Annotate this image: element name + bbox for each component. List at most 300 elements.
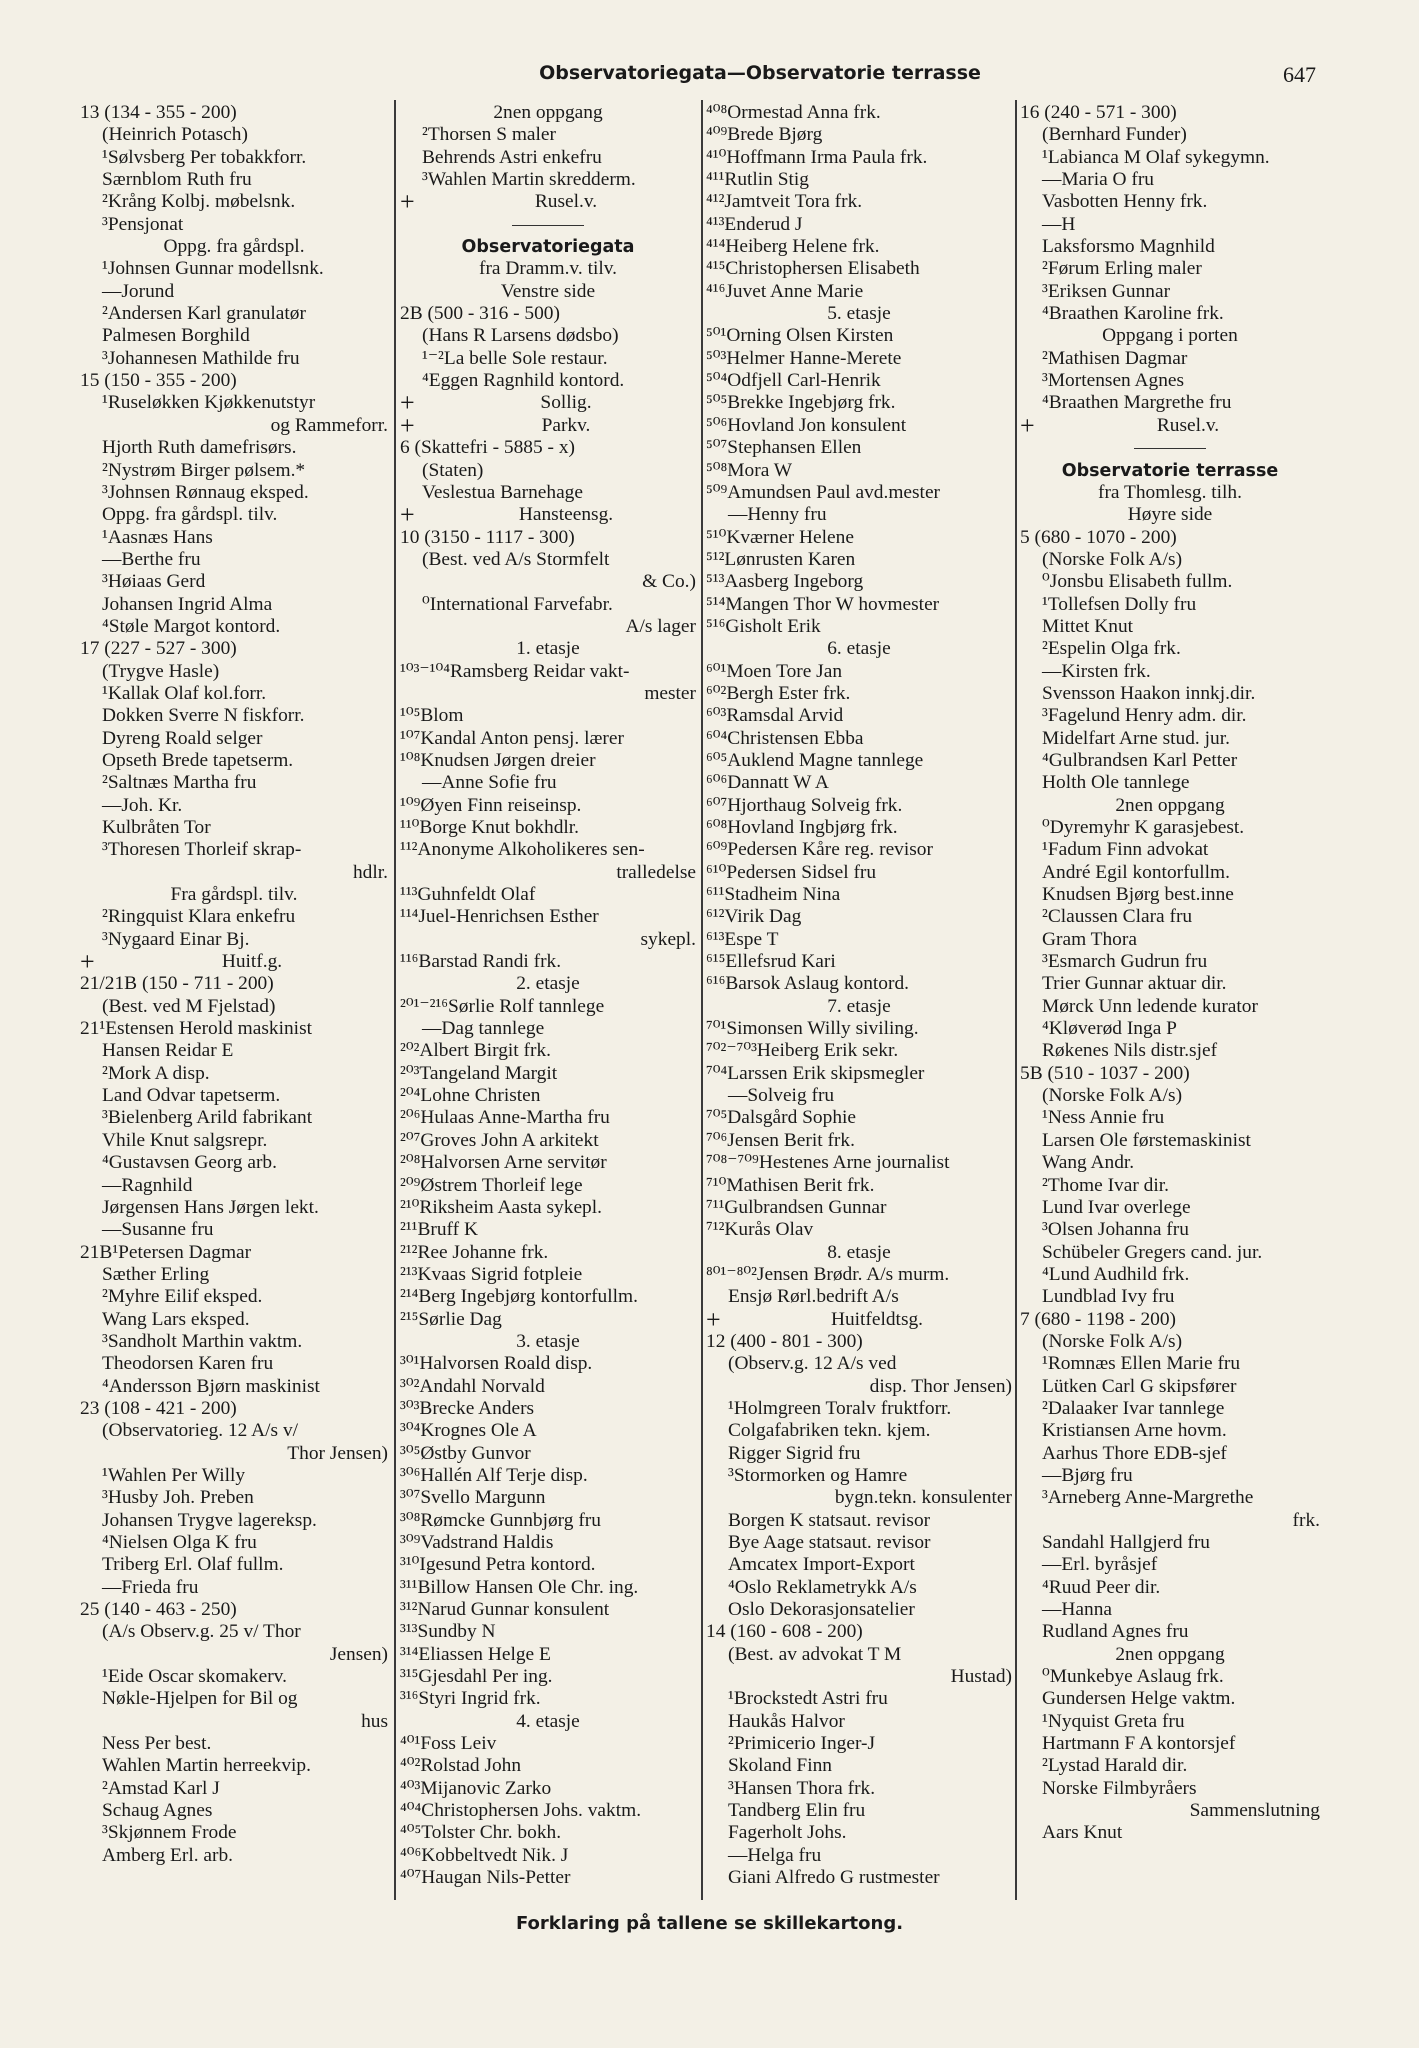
directory-entry: 7 (680 - 1198 - 200) [1020, 1308, 1176, 1330]
directory-entry: ⁰Munkebye Aslaug frk. [1042, 1666, 1224, 1688]
directory-entry: ³Skjønnem Frode [102, 1822, 237, 1844]
directory-entry: ³Høiaas Gerd [102, 571, 206, 593]
directory-entry: ⁴¹⁶Juvet Anne Marie [706, 280, 864, 302]
directory-entry: Lund Ivar overlege [1042, 1196, 1191, 1218]
directory-entry: ⁷⁰⁶Jensen Berit frk. [706, 1129, 855, 1151]
directory-entry: ⁵⁰⁴Odfjell Carl-Henrik [706, 370, 881, 392]
floor-label: Høyre side [1127, 504, 1213, 526]
directory-entry: ¹¹⁰Borge Knut bokhdlr. [400, 817, 580, 838]
directory-entry: ⁴⁰⁷Haugan Nils-Petter [400, 1867, 571, 1889]
directory-entry: ²⁰⁸Halvorsen Arne servitør [400, 1152, 607, 1174]
directory-column-1 [80, 102, 388, 1867]
directory-entry: 12 (400 - 801 - 300) [706, 1330, 863, 1352]
directory-entry: ³Eriksen Gunnar [1042, 280, 1171, 302]
directory-entry: Rigger Sigrid fru [728, 1442, 861, 1464]
directory-entry: ⁴Ruud Peer dir. [1042, 1576, 1161, 1598]
directory-entry: ³Bielenberg Arild fabrikant [102, 1107, 313, 1129]
directory-entry: ¹¹⁴Juel-Henrichsen Esther [400, 906, 599, 928]
directory-entry: Mittet Knut [1042, 615, 1134, 637]
directory-entry: ⁵¹⁶Gisholt Erik [706, 615, 821, 637]
directory-entry: ³Johannesen Mathilde fru [102, 347, 300, 369]
directory-entry: ³Pensjonat [102, 213, 184, 235]
directory-entry: (A/s Observ.g. 25 v/ Thor [102, 1621, 301, 1643]
directory-entry: ²Mathisen Dagmar [1042, 347, 1188, 369]
directory-entry: ²¹³Kvaas Sigrid fotpleie [400, 1263, 583, 1285]
directory-entry: Særnblom Ruth fru [102, 169, 252, 191]
directory-entry: ¹¹²Anonyme Alkoholikeres sen- [400, 839, 645, 861]
directory-entry: ³¹⁰Igesund Petra kontord. [400, 1554, 596, 1576]
page-header-title: Observatoriegata—Observatorie terrasse [539, 62, 981, 84]
directory-entry: ³Thoresen Thorleif skrap- [102, 839, 302, 861]
directory-entry: ⁶⁰⁸Hovland Ingbjørg frk. [706, 817, 898, 838]
directory-entry: ²Krång Kolbj. møbelsnk. [102, 191, 296, 213]
directory-entry: Rudland Agnes fru [1042, 1621, 1189, 1643]
floor-label: 5. etasje [827, 303, 891, 325]
directory-entry: Amberg Erl. arb. [102, 1844, 234, 1866]
directory-entry: (Observ.g. 12 A/s ved [728, 1353, 897, 1375]
directory-entry: ³Husby Joh. Preben [102, 1487, 254, 1509]
directory-entry: ²¹⁵Sørlie Dag [400, 1308, 502, 1330]
directory-entry: ²¹¹Bruff K [400, 1219, 478, 1241]
directory-entry: Hartmann F A kontorsjef [1042, 1733, 1236, 1755]
directory-entry: ⁶⁰⁵Auklend Magne tannlege [706, 749, 924, 771]
cross-street-plus-icon: + [1020, 414, 1035, 438]
directory-entry: —Ragnhild [102, 1174, 193, 1196]
floor-label: 2nen oppgang [1115, 794, 1225, 816]
directory-entry: frk. [1292, 1509, 1320, 1531]
directory-entry: Amcatex Import-Export [728, 1554, 915, 1576]
cross-street-entry [400, 504, 696, 526]
directory-entry: 21B¹Petersen Dagmar [80, 1241, 252, 1263]
directory-entry: ¹Ruseløkken Kjøkkenutstyr [102, 392, 316, 414]
directory-entry: ⁶¹⁰Pedersen Sidsel fru [706, 861, 877, 883]
directory-entry: ⁶¹⁶Barsok Aslaug kontord. [706, 973, 909, 995]
directory-entry: Midelfart Arne stud. jur. [1042, 727, 1230, 749]
directory-entry: ²Mork A disp. [102, 1062, 210, 1084]
floor-label: 2nen oppgang [1115, 1643, 1225, 1665]
street-heading: Observatorie terrasse [1061, 460, 1279, 481]
directory-entry: Hjorth Ruth damefrisørs. [102, 437, 297, 459]
cross-street-plus-icon: + [400, 504, 415, 527]
directory-entry: Oslo Dekorasjonsatelier [728, 1599, 915, 1621]
directory-entry: (Trygve Hasle) [102, 660, 220, 682]
directory-entry: sykepl. [640, 928, 696, 950]
directory-entry: ⁵¹⁴Mangen Thor W hovmester [706, 593, 940, 615]
directory-entry: Dokken Sverre N fiskforr. [102, 705, 305, 727]
directory-entry: 6 (Skattefri - 5885 - x) [400, 437, 576, 459]
directory-entry: ¹Tollefsen Dolly fru [1042, 593, 1197, 615]
directory-entry: Kristiansen Arne hovm. [1042, 1420, 1227, 1442]
directory-entry: (Staten) [422, 459, 484, 481]
directory-entry: Skoland Finn [728, 1755, 832, 1777]
directory-entry: & Co.) [642, 571, 696, 593]
floor-label: Fra gårdspl. tilv. [170, 884, 298, 906]
directory-entry: Mørck Unn ledende kurator [1042, 995, 1258, 1017]
directory-entry: Opseth Brede tapetserm. [102, 749, 294, 771]
directory-entry: ⁷¹¹Gulbrandsen Gunnar [706, 1196, 887, 1218]
directory-entry: ³Olsen Johanna fru [1042, 1219, 1189, 1241]
directory-entry: ⁷⁰⁴Larssen Erik skipsmegler [706, 1062, 925, 1084]
directory-entry: ³Stormorken og Hamre [728, 1464, 908, 1486]
directory-entry: Wang Andr. [1042, 1152, 1135, 1174]
directory-entry: ³⁰²Andahl Norvald [400, 1375, 545, 1397]
directory-entry: ³Nygaard Einar Bj. [102, 928, 250, 950]
directory-entry: —Joh. Kr. [102, 794, 183, 816]
directory-entry: ¹¹⁶Barstad Randi frk. [400, 951, 562, 973]
directory-entry: (Hans R Larsens dødsbo) [422, 325, 619, 347]
directory-entry: ⁴⁰²Rolstad John [400, 1755, 522, 1777]
directory-entry: ²¹⁰Riksheim Aasta sykepl. [400, 1196, 602, 1218]
directory-entry: ²Førum Erling maler [1042, 258, 1202, 280]
directory-entry: ⁶⁰⁴Christensen Ebba [706, 727, 864, 749]
directory-entry: ¹Labianca M Olaf sykegymn. [1042, 146, 1270, 168]
directory-entry: ²Ringquist Klara enkefru [102, 906, 296, 928]
directory-entry: ³¹¹Billow Hansen Ole Chr. ing. [400, 1576, 639, 1598]
column-divider [1015, 100, 1017, 1900]
directory-entry: 16 (240 - 571 - 300) [1020, 102, 1177, 123]
directory-entry: ²Claussen Clara fru [1042, 906, 1193, 928]
directory-entry: Triberg Erl. Olaf fullm. [102, 1554, 284, 1576]
directory-entry: ¹Romnæs Ellen Marie fru [1042, 1353, 1241, 1375]
directory-entry: ²Andersen Karl granulatør [102, 303, 306, 325]
directory-entry: ⁶¹³Espe T [706, 928, 779, 950]
directory-entry: Lundblad Ivy fru [1042, 1286, 1175, 1308]
directory-entry: ³¹³Sundby N [400, 1621, 496, 1643]
cross-street-entry [80, 951, 388, 973]
street-heading: Observatoriegata [461, 237, 635, 258]
directory-entry: Hansen Reidar E [102, 1040, 234, 1062]
directory-entry: ¹Nyquist Greta fru [1042, 1710, 1185, 1732]
directory-entry: ⁵⁰⁹Amundsen Paul avd.mester [706, 481, 941, 503]
directory-entry: Norske Filmbyråers [1042, 1777, 1197, 1799]
directory-entry: ²⁰⁴Lohne Christen [400, 1085, 541, 1107]
directory-entry: 5 (680 - 1070 - 200) [1020, 526, 1177, 548]
cross-street-plus-icon: + [400, 414, 415, 438]
directory-entry: Kulbråten Tor [102, 817, 211, 838]
directory-entry: Schaug Agnes [102, 1800, 213, 1822]
directory-entry: ³⁰⁸Rømcke Gunnbjørg fru [400, 1509, 601, 1531]
directory-column-3 [706, 102, 1012, 1890]
directory-entry: Jensen) [329, 1643, 388, 1665]
directory-entry: ²⁰²Albert Birgit frk. [400, 1040, 551, 1062]
directory-entry: ³¹⁴Eliassen Helge E [400, 1643, 551, 1665]
directory-entry: Behrends Astri enkefru [422, 146, 602, 168]
directory-entry: Theodorsen Karen fru [102, 1353, 274, 1375]
cross-street-name: Rusel.v. [534, 191, 598, 213]
directory-entry: ²Thome Ivar dir. [1042, 1174, 1169, 1196]
cross-street-entry [400, 392, 696, 414]
directory-entry: (Norske Folk A/s) [1042, 1330, 1183, 1352]
directory-entry: Larsen Ole førstemaskinist [1042, 1129, 1251, 1151]
cross-street-entry [706, 1309, 1012, 1331]
cross-street-name: Sollig. [540, 392, 592, 414]
directory-entry: ⁶⁰¹Moen Tore Jan [706, 660, 843, 682]
directory-entry: disp. Thor Jensen) [869, 1375, 1012, 1397]
directory-entry: ²Primicerio Inger-J [728, 1733, 876, 1755]
directory-entry: ³Mortensen Agnes [1042, 370, 1185, 392]
directory-entry: Bye Aage statsaut. revisor [728, 1532, 931, 1553]
directory-entry: (Norske Folk A/s) [1042, 548, 1183, 570]
directory-entry: ⁶¹²Virik Dag [706, 906, 802, 928]
directory-entry: ³¹⁵Gjesdahl Per ing. [400, 1666, 553, 1688]
directory-entry: og Rammeforr. [270, 414, 388, 436]
floor-label: 7. etasje [827, 995, 891, 1017]
cross-street-plus-icon: + [706, 1308, 721, 1331]
directory-entry: ¹Brockstedt Astri fru [728, 1688, 888, 1710]
directory-entry: ⁴⁰³Mijanovic Zarko [400, 1777, 552, 1799]
directory-entry: —Erl. byråsjef [1042, 1554, 1158, 1576]
directory-entry: Veslestua Barnehage [422, 481, 583, 503]
directory-entry: ⁰International Farvefabr. [422, 593, 613, 615]
directory-entry: Johansen Trygve lagereksp. [102, 1509, 317, 1531]
directory-entry: ³¹²Narud Gunnar konsulent [400, 1599, 610, 1621]
directory-entry: —Maria O fru [1042, 169, 1154, 191]
directory-entry: ⁶¹¹Stadheim Nina [706, 884, 841, 906]
directory-entry: Dyreng Roald selger [102, 727, 263, 749]
cross-street-plus-icon: + [400, 392, 415, 415]
directory-entry: ²Espelin Olga frk. [1042, 638, 1181, 660]
directory-entry: ³⁰⁶Hallén Alf Terje disp. [400, 1464, 588, 1486]
directory-entry: Tandberg Elin fru [728, 1800, 866, 1822]
directory-entry: Svensson Haakon innkj.dir. [1042, 682, 1256, 704]
cross-street-name: Rusel.v. [1156, 414, 1220, 436]
directory-entry: ³Johnsen Rønnaug eksped. [102, 481, 309, 503]
directory-entry: ⁵⁰⁸Mora W [706, 459, 793, 481]
directory-entry: 17 (227 - 527 - 300) [80, 638, 237, 660]
cross-street-plus-icon: + [400, 191, 415, 214]
page-number: 647 [1283, 62, 1316, 87]
directory-entry: Sammenslutning [1189, 1800, 1320, 1822]
directory-entry: ⁴⁰⁸Ormestad Anna frk. [706, 102, 881, 123]
directory-entry: ⁷⁰⁸⁻⁷⁰⁹Hestenes Arne journalist [706, 1152, 950, 1174]
cross-street-plus-icon: + [80, 951, 95, 974]
cross-street-name: Huitfeldtsg. [830, 1308, 924, 1330]
directory-entry: ⁴Andersson Bjørn maskinist [102, 1375, 320, 1397]
directory-entry: ¹Ness Annie fru [1042, 1107, 1165, 1129]
directory-entry: ⁴¹²Jamtveit Tora frk. [706, 191, 863, 213]
directory-entry: 13 (134 - 355 - 200) [80, 102, 237, 123]
directory-entry: ²⁰⁷Groves John A arkitekt [400, 1129, 599, 1151]
directory-entry: 23 (108 - 421 - 200) [80, 1397, 237, 1419]
directory-entry: Røkenes Nils distr.sjef [1042, 1040, 1218, 1062]
directory-entry: ⁷⁰¹Simonsen Willy siviling. [706, 1018, 919, 1040]
directory-entry: ³Wahlen Martin skredderm. [422, 169, 636, 191]
directory-entry: Johansen Ingrid Alma [102, 593, 273, 615]
directory-entry: ⁰Jonsbu Elisabeth fullm. [1042, 571, 1233, 593]
directory-entry: ¹Eide Oscar skomakerv. [102, 1666, 287, 1688]
column-divider [701, 100, 703, 1900]
floor-label: 8. etasje [827, 1241, 891, 1263]
directory-entry: ²Amstad Karl J [102, 1777, 220, 1799]
directory-entry: Holth Ole tannlege [1042, 772, 1190, 794]
directory-entry: Thor Jensen) [287, 1442, 388, 1464]
directory-entry: (Best. ved A/s Stormfelt [422, 548, 610, 570]
directory-entry: ²Saltnæs Martha fru [102, 772, 257, 794]
directory-entry: Hustad) [950, 1666, 1012, 1688]
directory-entry: André Egil kontorfullm. [1042, 861, 1230, 883]
directory-entry: ¹Sølvsberg Per tobakkforr. [102, 146, 307, 168]
directory-entry: ⁰Dyremyhr K garasjebest. [1042, 817, 1245, 838]
directory-entry: Sæther Erling [102, 1263, 210, 1285]
directory-entry: ⁵¹⁰Kværner Helene [706, 526, 854, 548]
directory-entry: (Norske Folk A/s) [1042, 1085, 1183, 1107]
directory-entry: ⁴⁰¹Foss Leiv [400, 1733, 497, 1755]
directory-entry: ⁴¹¹Rutlin Stig [706, 169, 809, 191]
directory-entry: ⁷¹²Kurås Olav [706, 1219, 814, 1241]
directory-entry: 10 (3150 - 1117 - 300) [400, 526, 575, 548]
directory-entry: Aars Knut [1042, 1822, 1123, 1844]
directory-entry: ¹Fadum Finn advokat [1042, 839, 1209, 861]
directory-entry: Jørgensen Hans Jørgen lekt. [102, 1196, 319, 1218]
directory-entry: ⁷⁰⁵Dalsgård Sophie [706, 1107, 857, 1129]
directory-entry: Land Odvar tapetserm. [102, 1085, 281, 1107]
directory-entry: A/s lager [625, 615, 696, 637]
directory-entry: ⁴Braathen Margrethe fru [1042, 392, 1232, 414]
directory-entry: ²Nystrøm Birger pølsem.* [102, 459, 306, 481]
directory-entry: ⁷¹⁰Mathisen Berit frk. [706, 1174, 875, 1196]
directory-entry: Giani Alfredo G rustmester [728, 1867, 940, 1889]
cross-street-name: Hansteensg. [518, 504, 614, 526]
directory-entry: ¹Wahlen Per Willy [102, 1464, 246, 1486]
cross-street-entry [400, 415, 696, 437]
directory-entry: ⁵⁰⁷Stephansen Ellen [706, 437, 862, 459]
directory-entry: 21/21B (150 - 711 - 200) [80, 973, 274, 995]
cross-street-entry [400, 191, 696, 213]
directory-entry: ⁴Nielsen Olga K fru [102, 1532, 257, 1553]
directory-entry: —Kirsten frk. [1042, 660, 1151, 682]
floor-label: Oppg. fra gårdspl. [163, 236, 305, 258]
directory-entry: ¹Holmgreen Toralv fruktforr. [728, 1397, 952, 1419]
directory-entry: Schübeler Gregers cand. jur. [1042, 1241, 1263, 1263]
directory-entry: ⁷⁰²⁻⁷⁰³Heiberg Erik sekr. [706, 1040, 899, 1062]
directory-entry: ⁶¹⁵Ellefsrud Kari [706, 951, 836, 973]
directory-entry: ⁴⁰⁵Tolster Chr. bokh. [400, 1822, 562, 1844]
directory-entry: —Jorund [102, 280, 175, 302]
directory-entry: ⁸⁰¹⁻⁸⁰²Jensen Brødr. A/s murm. [706, 1263, 950, 1285]
directory-entry: ¹¹³Guhnfeldt Olaf [400, 884, 536, 906]
directory-entry: —Berthe fru [102, 548, 201, 570]
directory-entry: —Solveig fru [728, 1085, 835, 1107]
directory-entry: ⁵⁰³Helmer Hanne-Merete [706, 347, 902, 369]
directory-entry: 5B (510 - 1037 - 200) [1020, 1062, 1190, 1084]
directory-entry: Fagerholt Johs. [728, 1822, 847, 1844]
directory-entry: Lütken Carl G skipsfører [1042, 1375, 1237, 1397]
directory-entry: ⁴⁰⁴Christophersen Johs. vaktm. [400, 1800, 642, 1822]
cross-street-name: Parkv. [541, 414, 591, 436]
directory-entry: ²Lystad Harald dir. [1042, 1755, 1188, 1777]
directory-entry: Trier Gunnar aktuar dir. [1042, 973, 1227, 995]
directory-entry: ³⁰⁷Svello Margunn [400, 1487, 546, 1509]
directory-entry: Vhile Knut salgsrepr. [102, 1129, 268, 1151]
directory-entry: ¹Aasnæs Hans [102, 526, 213, 548]
directory-entry: ¹⁰⁸Knudsen Jørgen dreier [400, 749, 596, 771]
directory-entry: (Best. av advokat T M [728, 1643, 902, 1665]
directory-entry: (Observatorieg. 12 A/s v/ [102, 1420, 299, 1442]
directory-entry: ¹⁰⁵Blom [400, 705, 464, 727]
directory-entry: ²¹⁴Berg Ingebjørg kontorfullm. [400, 1286, 638, 1308]
directory-entry: Palmesen Borghild [102, 325, 250, 347]
directory-entry: —Susanne fru [102, 1219, 214, 1241]
directory-entry: ³Hansen Thora frk. [728, 1777, 876, 1799]
directory-entry: 2B (500 - 316 - 500) [400, 303, 560, 325]
directory-entry: ¹Johnsen Gunnar modellsnk. [102, 258, 324, 280]
directory-entry: ³⁰⁹Vadstrand Haldis [400, 1532, 554, 1553]
directory-entry: Ness Per best. [102, 1733, 212, 1755]
directory-entry: ¹⁻²La belle Sole restaur. [422, 347, 608, 369]
directory-entry: —Dag tannlege [422, 1018, 545, 1040]
directory-entry: ⁵⁰¹Orning Olsen Kirsten [706, 325, 894, 347]
directory-entry: ⁴¹⁴Heiberg Helene frk. [706, 236, 880, 258]
section-divider-rule [400, 214, 696, 236]
directory-entry: ²Thorsen S maler [422, 124, 556, 146]
directory-entry: ⁴⁰⁹Brede Bjørg [706, 124, 823, 146]
directory-entry: (Bernhard Funder) [1042, 124, 1187, 146]
directory-entry: ⁴Støle Margot kontord. [102, 615, 281, 637]
directory-entry: ⁴Lund Audhild frk. [1042, 1263, 1190, 1285]
floor-label: 3. etasje [516, 1330, 580, 1352]
directory-entry: ²Myhre Eilif eksped. [102, 1286, 263, 1308]
directory-entry: ³Esmarch Gudrun fru [1042, 951, 1208, 973]
directory-entry: ²⁰⁶Hulaas Anne-Martha fru [400, 1107, 610, 1129]
directory-entry: ⁴Braathen Karoline frk. [1042, 303, 1224, 325]
directory-entry: ³Sandholt Marthin vaktm. [102, 1330, 303, 1352]
directory-column-2 [400, 102, 696, 1890]
directory-entry: ²⁰⁹Østrem Thorleif lege [400, 1174, 583, 1196]
directory-entry: Knudsen Bjørg best.inne [1042, 884, 1234, 906]
directory-entry: (Heinrich Potasch) [102, 124, 248, 146]
floor-label: Venstre side [500, 280, 596, 302]
directory-entry: ³¹⁶Styri Ingrid frk. [400, 1688, 541, 1710]
directory-entry: ⁵¹³Aasberg Ingeborg [706, 571, 864, 593]
directory-entry: ²⁰¹⁻²¹⁶Sørlie Rolf tannlege [400, 995, 605, 1017]
floor-label: 2nen oppgang [493, 102, 603, 123]
directory-entry: hus [361, 1710, 388, 1732]
directory-entry: ³Arneberg Anne-Margrethe [1042, 1487, 1254, 1509]
directory-entry: bygn.tekn. konsulenter [834, 1487, 1012, 1509]
directory-entry: Wang Lars eksped. [102, 1308, 250, 1330]
directory-entry: —Helga fru [728, 1844, 822, 1866]
column-divider [394, 100, 396, 1900]
directory-entry: ⁵⁰⁶Hovland Jon konsulent [706, 414, 907, 436]
floor-label: fra Dramm.v. tilv. [478, 258, 618, 280]
directory-entry: Aarhus Thore EDB-sjef [1042, 1442, 1227, 1464]
directory-entry: ⁶⁰³Ramsdal Arvid [706, 705, 844, 727]
directory-entry: hdlr. [352, 861, 388, 883]
directory-entry: ⁶⁰⁷Hjorthaug Solveig frk. [706, 794, 903, 816]
directory-entry: ³Fagelund Henry adm. dir. [1042, 705, 1247, 727]
floor-label: 2. etasje [516, 973, 580, 995]
directory-entry: —Frieda fru [102, 1576, 199, 1598]
directory-entry: Haukås Halvor [728, 1710, 845, 1732]
directory-entry: ¹⁰⁹Øyen Finn reiseinsp. [400, 794, 582, 816]
directory-entry: 15 (150 - 355 - 200) [80, 370, 237, 392]
directory-entry: (Best. ved M Fjelstad) [102, 995, 276, 1017]
directory-entry: 21¹Estensen Herold maskinist [80, 1018, 313, 1040]
directory-entry: Sandahl Hallgjerd fru [1042, 1532, 1211, 1553]
directory-entry: tralledelse [616, 861, 696, 883]
directory-entry: ⁴¹³Enderud J [706, 213, 803, 235]
directory-entry: ⁴Gulbrandsen Karl Petter [1042, 749, 1238, 771]
directory-entry: Gundersen Helge vaktm. [1042, 1688, 1236, 1710]
directory-entry: ⁶⁰⁶Dannatt W A [706, 772, 829, 794]
directory-entry: ³⁰⁵Østby Gunvor [400, 1442, 531, 1464]
directory-entry: ³⁰¹Halvorsen Roald disp. [400, 1353, 593, 1375]
directory-entry: ²⁰³Tangeland Margit [400, 1062, 558, 1084]
directory-entry: 25 (140 - 463 - 250) [80, 1599, 237, 1621]
directory-entry: ⁴Oslo Reklametrykk A/s [728, 1576, 917, 1598]
directory-entry: ³⁰³Brecke Anders [400, 1397, 535, 1419]
directory-entry: 14 (160 - 608 - 200) [706, 1621, 863, 1643]
